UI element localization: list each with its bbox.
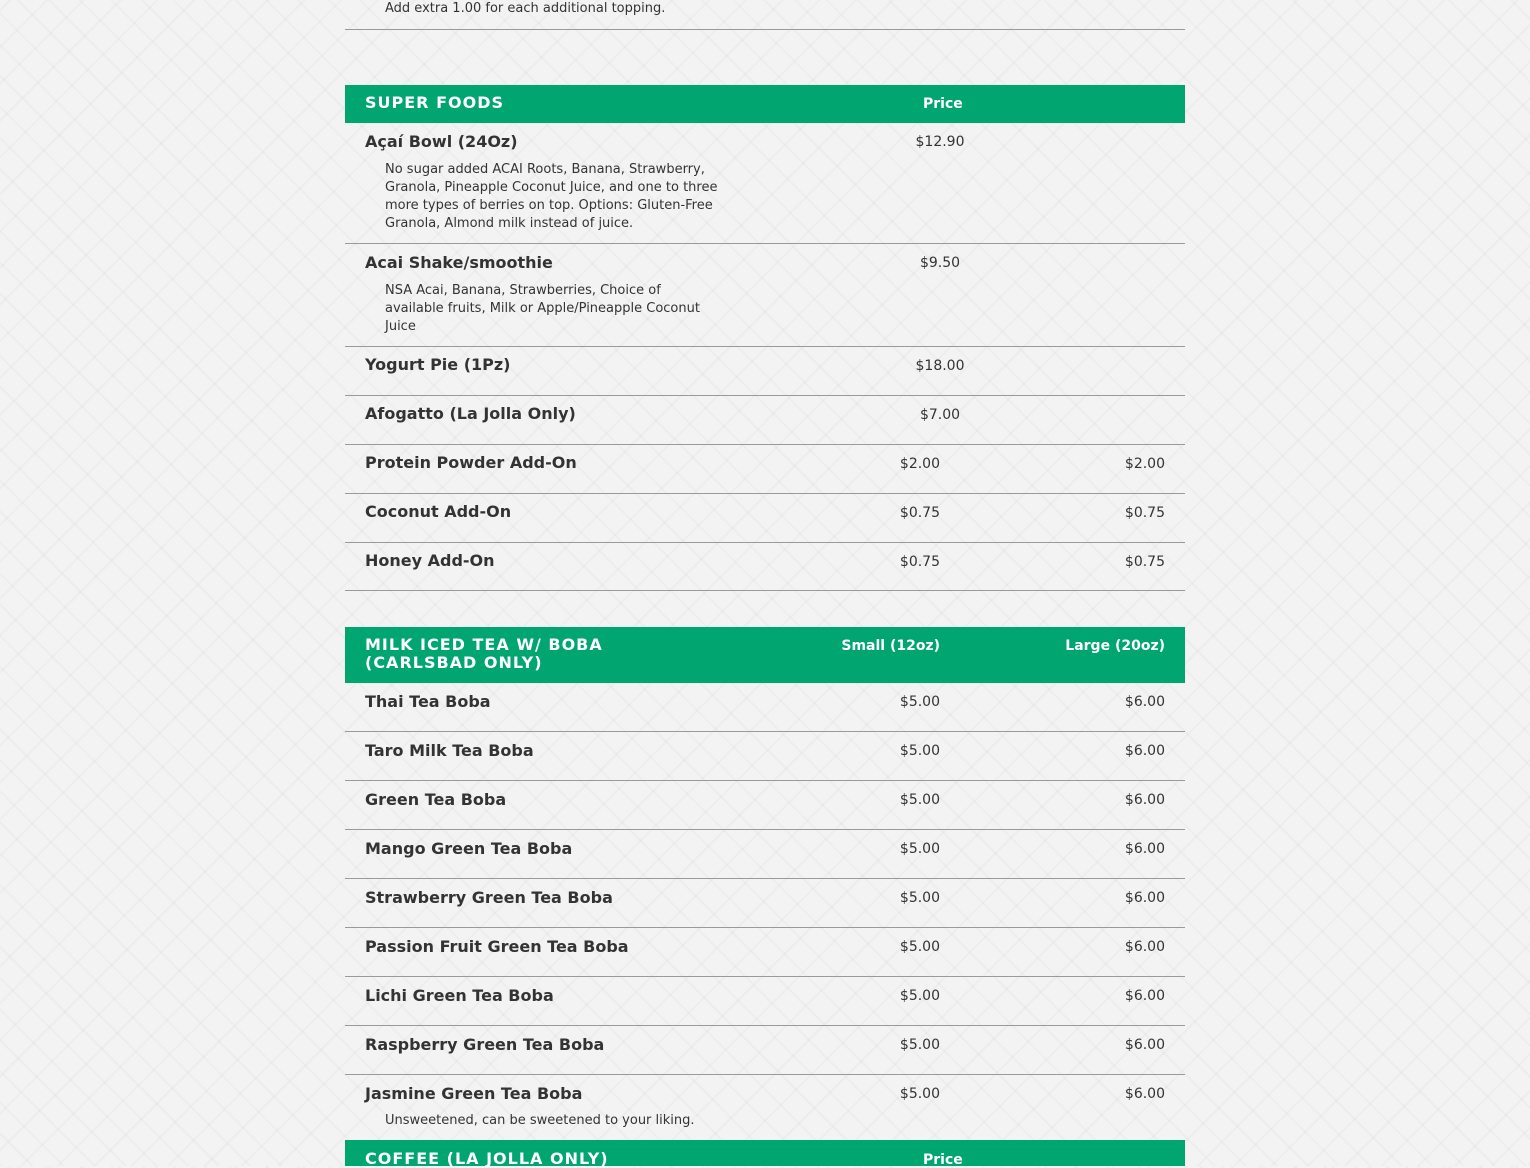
topping-note: Add extra 1.00 for each additional topping. — [385, 1, 666, 16]
item-name: Açaí Bowl (24Oz) — [365, 132, 518, 151]
menu-item — [345, 879, 1185, 928]
menu-item — [345, 1026, 1185, 1075]
item-price-small: $5.00 — [899, 1086, 940, 1102]
item-price-small: $5.00 — [899, 988, 940, 1004]
item-price-small: $5.00 — [899, 939, 940, 955]
section-title: SUPER FOODS — [365, 93, 504, 112]
item-price-large: $6.00 — [1124, 1037, 1165, 1053]
item-price-small: $5.00 — [899, 890, 940, 906]
item-name: Raspberry Green Tea Boba — [365, 1035, 605, 1054]
item-price-large: $6.00 — [1124, 890, 1165, 906]
menu-item — [345, 830, 1185, 879]
menu-item — [345, 244, 1185, 347]
menu-item — [345, 543, 1185, 591]
menu-item — [345, 1075, 1185, 1140]
menu-item — [345, 494, 1185, 543]
item-name: Thai Tea Boba — [365, 692, 491, 711]
item-price-large: $6.00 — [1124, 792, 1165, 808]
item-price-small: $5.00 — [899, 694, 940, 710]
menu-item — [345, 977, 1185, 1026]
menu-item — [345, 683, 1185, 732]
item-price-small: $5.00 — [899, 792, 940, 808]
item-name: Afogatto (La Jolla Only) — [365, 404, 576, 423]
item-description: No sugar added ACAI Roots, Banana, Strawberry, Granola, Pineapple Coconut Juice, and one to three more types of berries on top. Options: Gluten-Free Granola, Almond milk instead of juice. — [385, 162, 718, 231]
item-description: Unsweetened, can be sweetened to your liking. — [385, 1113, 695, 1128]
item-name: Strawberry Green Tea Boba — [365, 888, 613, 907]
item-price-large: $6.00 — [1124, 988, 1165, 1004]
super-foods-header — [345, 85, 1185, 123]
item-price-large: $6.00 — [1124, 743, 1165, 759]
menu-item — [345, 396, 1185, 445]
item-price-small: $5.00 — [899, 743, 940, 759]
menu-item — [345, 347, 1185, 396]
menu-item — [345, 445, 1185, 494]
price-column-label: Price — [923, 1152, 963, 1168]
item-price-large: $0.75 — [1124, 505, 1165, 521]
item-price-large: $0.75 — [1124, 554, 1165, 570]
section-title: MILK ICED TEA W/ BOBA (CARLSBAD ONLY) — [365, 635, 603, 672]
item-price-small: $5.00 — [899, 841, 940, 857]
item-price-small: $0.75 — [899, 554, 940, 570]
section-title: COFFEE (LA JOLLA ONLY) — [365, 1149, 609, 1168]
item-price-small: $0.75 — [899, 505, 940, 521]
price-column-label: Price — [923, 96, 963, 112]
milk-tea-header — [345, 627, 1185, 683]
item-price-small: $2.00 — [899, 456, 940, 472]
item-price: $12.90 — [915, 134, 965, 150]
item-name: Taro Milk Tea Boba — [365, 741, 534, 760]
item-name: Yogurt Pie (1Pz) — [365, 355, 511, 374]
item-price-large: $6.00 — [1124, 939, 1165, 955]
item-name: Green Tea Boba — [365, 790, 507, 809]
item-price-large: $6.00 — [1124, 694, 1165, 710]
item-description: NSA Acai, Banana, Strawberries, Choice of available fruits, Milk or Apple/Pineapple Coconut Juice — [385, 283, 700, 334]
coffee-header — [345, 1140, 1185, 1166]
menu-item — [345, 781, 1185, 830]
item-price-large: $6.00 — [1124, 841, 1165, 857]
item-price-large: $2.00 — [1124, 456, 1165, 472]
top-note-row — [345, 0, 1185, 30]
item-name: Jasmine Green Tea Boba — [365, 1084, 583, 1103]
item-price: $18.00 — [915, 358, 965, 374]
item-name: Mango Green Tea Boba — [365, 839, 573, 858]
large-column-label: Large (20oz) — [1065, 638, 1165, 654]
item-price-large: $6.00 — [1124, 1086, 1165, 1102]
item-price: $7.00 — [919, 407, 961, 423]
small-column-label: Small (12oz) — [841, 638, 940, 654]
item-name: Coconut Add-On — [365, 502, 512, 521]
item-price: $9.50 — [919, 255, 961, 271]
item-name: Lichi Green Tea Boba — [365, 986, 554, 1005]
menu-item — [345, 732, 1185, 781]
item-price-small: $5.00 — [899, 1037, 940, 1053]
item-name: Acai Shake/smoothie — [365, 253, 553, 272]
menu-item — [345, 123, 1185, 244]
item-name: Protein Powder Add-On — [365, 453, 577, 472]
item-name: Honey Add-On — [365, 551, 495, 570]
item-name: Passion Fruit Green Tea Boba — [365, 937, 629, 956]
menu-item — [345, 928, 1185, 977]
